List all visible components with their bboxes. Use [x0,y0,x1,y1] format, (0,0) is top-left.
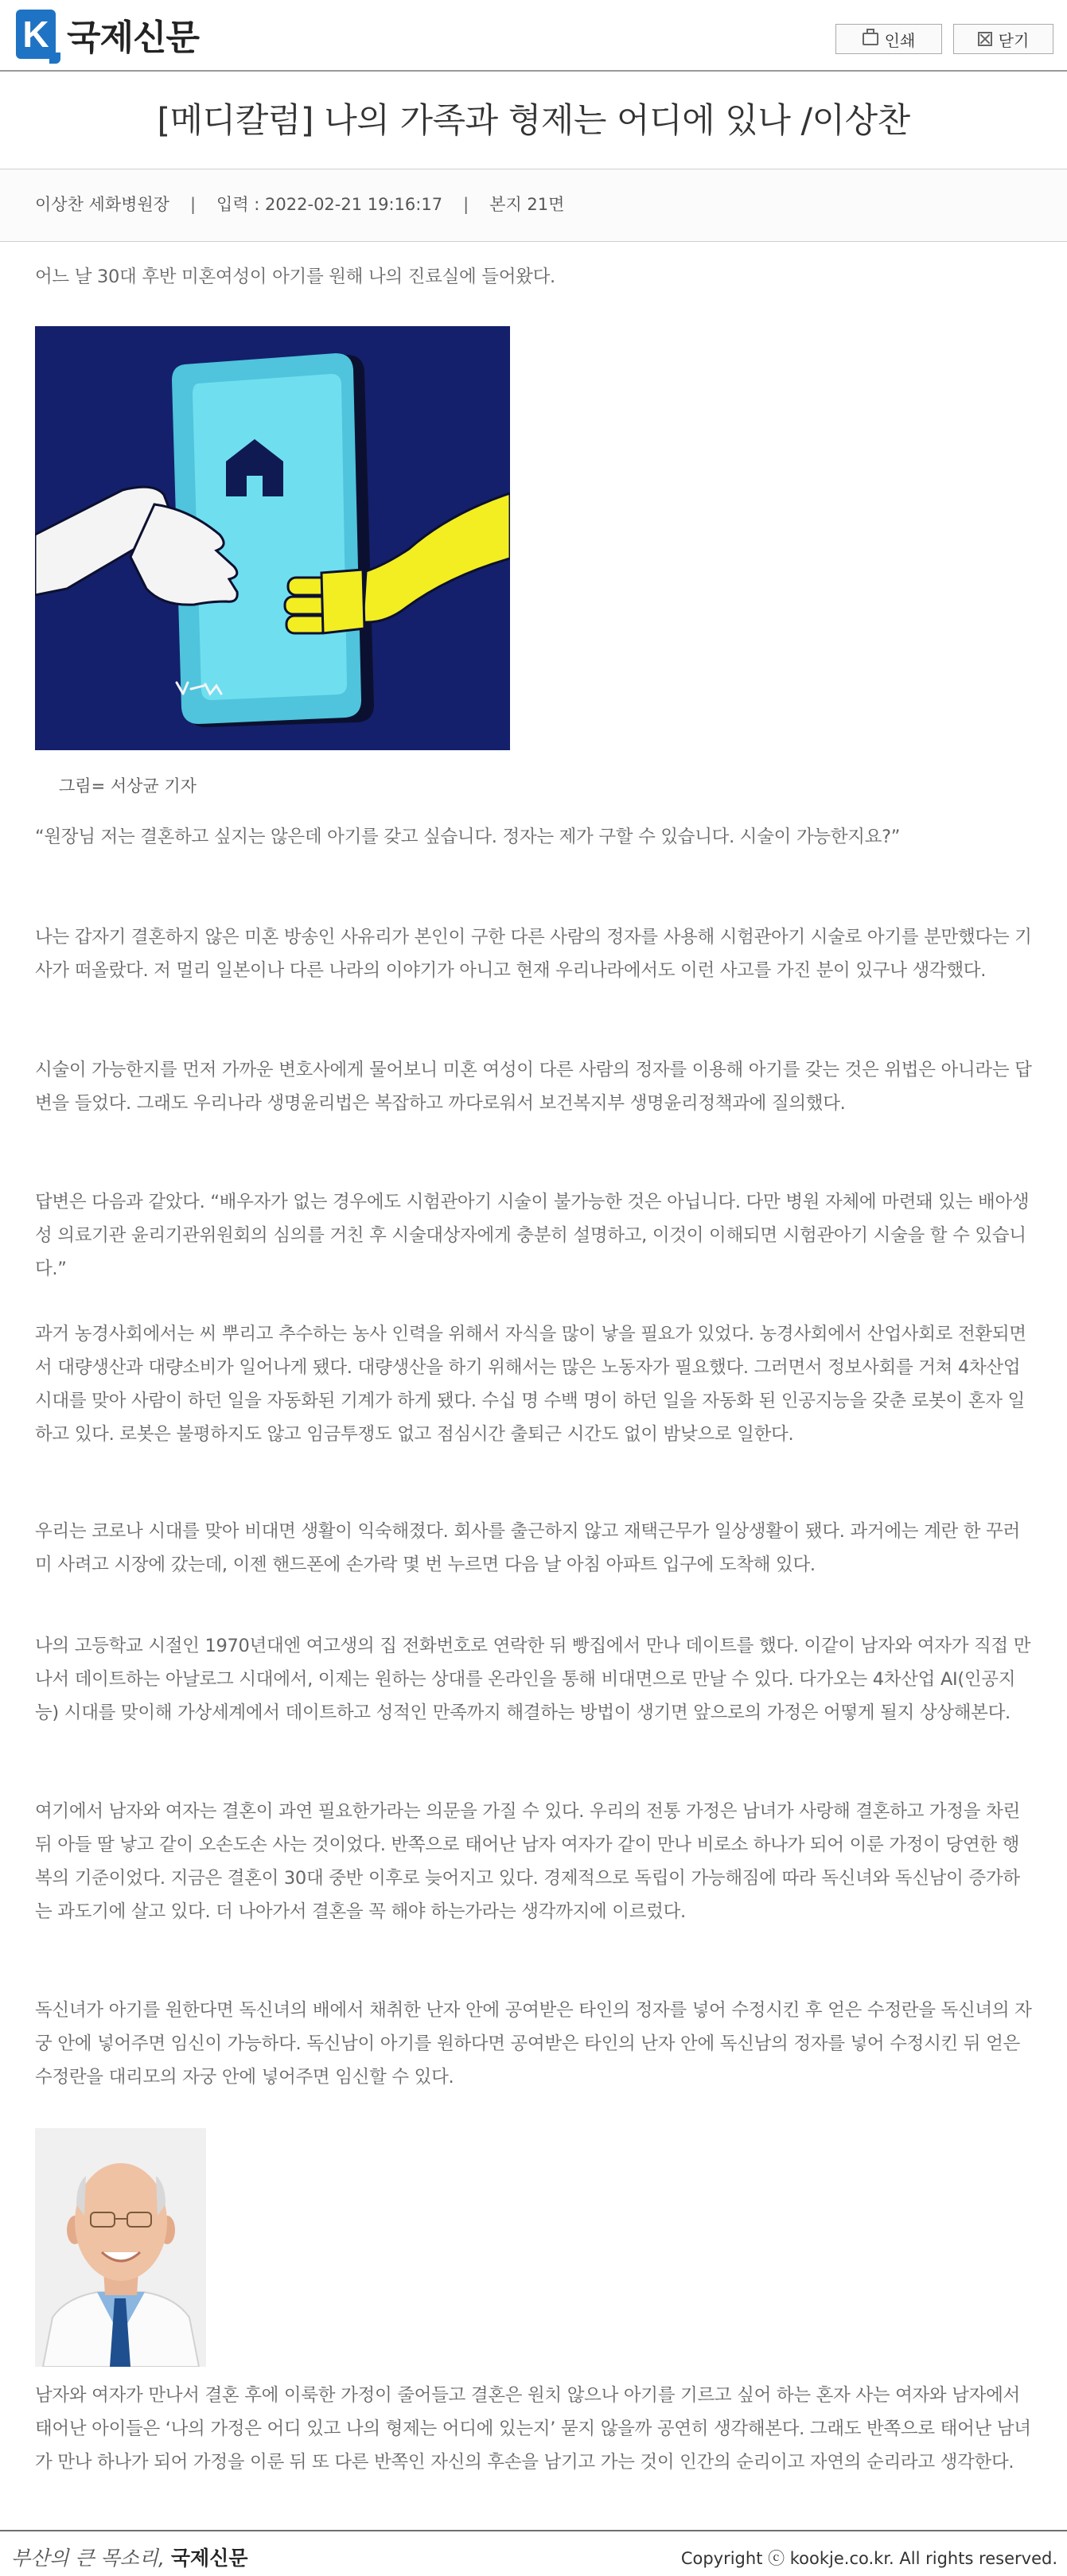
print-label: 인쇄 [884,30,916,50]
article-paragraph: 어느 날 30대 후반 미혼여성이 아기를 원해 나의 진료실에 들어왔다. [35,267,555,287]
article-author: 이상찬 세화병원장 [35,195,169,214]
logo-text: 국제신문 [67,18,200,58]
site-footer [0,2530,1067,2576]
close-icon [978,32,992,46]
article-title: [메디칼럼] 나의 가족과 형제는 어디에 있나 /이상찬 [157,101,910,141]
article-paragraph: 우리는 코로나 시대를 맞아 비대면 생활이 익숙해졌다. 회사를 출근하지 않고 재택근무가 일상생활이 됐다. 과거에는 계란 한 꾸러미 사려고 시장에 갔는데, 이젠 핸드폰에 손가락 몇 번 누르면 다음 날 아침 아파트 입구에 도착해 있다. [35,1521,1020,1575]
article-illustration [35,326,510,750]
author-portrait [35,2128,206,2367]
article-date: 입력 : 2022-02-21 19:16:17 [216,195,443,214]
close-label: 닫기 [998,30,1030,50]
illustration-art [35,326,510,750]
site-logo[interactable] [16,8,199,60]
article-paragraph: 시술이 가능한지를 먼저 가까운 변호사에게 물어보니 미혼 여성이 다른 사람의 정자를 이용해 아기를 갖는 것은 위법은 아니라는 답변을 들었다. 그래도 우리나라 생명윤리법은 복잡하고 까다로워서 보건복지부 생명윤리정책과에 질의했다. [35,1060,1032,1114]
footer-brand: 국제신문 [170,2547,248,2570]
print-button[interactable] [835,24,942,54]
article-paragraph: 답변은 다음과 같았다. “배우자가 없는 경우에도 시험관아기 시술이 불가능한 것은 아닙니다. 다만 병원 자체에 마련돼 있는 배아생성 의료기관 윤리기관위원회의 심의를 거친 후 시술대상자에게 충분히 설명하고, 이것이 이해되면 시험관아기 시술을 할 수 있습니다.” [35,1192,1030,1279]
site-header [0,0,1067,72]
article-paragraph: 여기에서 남자와 여자는 결혼이 과연 필요한가라는 의문을 가질 수 있다. 우리의 전통 가정은 남녀가 사랑해 결혼하고 가정을 차린 뒤 아들 딸 낳고 같이 오손도손 사는 것이었다. 반쪽으로 태어난 남자 여자가 같이 만나 비로소 하나가 되어 이룬 가정이 당연한 행복의 기준이었다. 지금은 결혼이 30대 중반 이후로 늦어지고 있다. 경제적으로 독립이 가능해짐에 따라 독신녀와 독신남이 증가하는 과도기에 살고 있다. 더 나아가서 결혼을 꼭 해야 하는가라는 생각까지에 이르렀다. [35,1801,1020,1922]
article-section: 본지 21면 [489,195,565,214]
article-paragraph: 남자와 여자가 만나서 결혼 후에 이룩한 가정이 줄어들고 결혼은 원치 않으나 아기를 기르고 싶어 하는 혼자 사는 여자와 남자에서 태어난 아이들은 ‘나의 가정은 어디 있고 나의 형제는 어디에 있는지’ 묻지 않을까 공연히 생각해본다. 그래도 반쪽으로 태어난 남녀가 만나 하나가 되어 가정을 이룬 뒤 또 다른 반쪽인 자신의 후손을 남기고 가는 것이 인간의 순리이고 자연의 순리라고 생각한다. [35,2385,1031,2473]
footer-copyright: Copyright ⓒ kookje.co.kr. All rights reserved. [680,2549,1057,2568]
author-photo [35,2128,206,2367]
article-paragraph: “원장님 저는 결혼하고 싶지는 않은데 아기를 갖고 싶습니다. 정자는 제가 구할 수 있습니다. 시술이 가능한지요?” [35,827,901,847]
article-meta: 이상찬 세화병원장 | 입력 : 2022-02-21 19:16:17 | 본지 21면 [35,195,565,214]
article-paragraph: 독신녀가 아기를 원한다면 독신녀의 배에서 채취한 난자 안에 공여받은 타인의 정자를 넣어 수정시킨 후 얻은 수정란을 독신녀의 자궁 안에 넣어주면 임신이 가능하다. 독신남이 아기를 원하다면 공여받은 타인의 난자 안에 독신남의 정자를 넣어 수정시킨 뒤 얻은 수정란을 대리모의 자궁 안에 넣어주면 임신할 수 있다. [35,2000,1032,2088]
close-button[interactable] [953,24,1053,54]
footer-slogan-text: 부산의 큰 목소리, [11,2547,165,2570]
article-paragraph: 나의 고등학교 시절인 1970년대엔 여고생의 집 전화번호로 연락한 뒤 빵집에서 만나 데이트를 했다. 이같이 남자와 여자가 직접 만나서 데이트하는 아날로그 시대에서, 이제는 원하는 상대를 온라인을 통해 비대면으로 만날 수 있다. 다가오는 4차산업 AI(인공지능) 시대를 맞이해 가상세계에서 데이트하고 성적인 만족까지 해결하는 방법이 생기면 앞으로의 가정은 어떻게 될지 상상해본다. [35,1636,1031,1723]
article-meta-bar [0,169,1067,242]
article-paragraph: 나는 갑자기 결혼하지 않은 미혼 방송인 사유리가 본인이 구한 다른 사람의 정자를 사용해 시험관아기 시술로 아기를 분만했다는 기사가 떠올랐다. 저 멀리 일본이나 다른 나라의 이야기가 아니고 현재 우리나라에서도 이런 사고를 가진 분이 있구나 생각했다. [35,927,1032,981]
image-caption: 그림= 서상균 기자 [59,776,197,796]
article-paragraph: 과거 농경사회에서는 씨 뿌리고 추수하는 농사 인력을 위해서 자식을 많이 낳을 필요가 있었다. 농경사회에서 산업사회로 전환되면서 대량생산과 대량소비가 일어나게 됐다. 대량생산을 하기 위해서는 많은 노동자가 필요했다. 그러면서 정보사회를 거쳐 4차산업 시대를 맞아 사람이 하던 일을 자동화된 기계가 하게 됐다. 수십 명 수백 명이 하던 일을 자동화 된 인공지능을 갖춘 로봇이 혼자 일하고 있다. 로봇은 불평하지도 않고 임금투쟁도 없고 점심시간 출퇴근 시간도 없이 밤낮으로 일한다. [35,1324,1026,1445]
print-icon [863,33,878,45]
logo-k-icon: K [16,10,56,59]
footer-slogan [11,2543,248,2571]
